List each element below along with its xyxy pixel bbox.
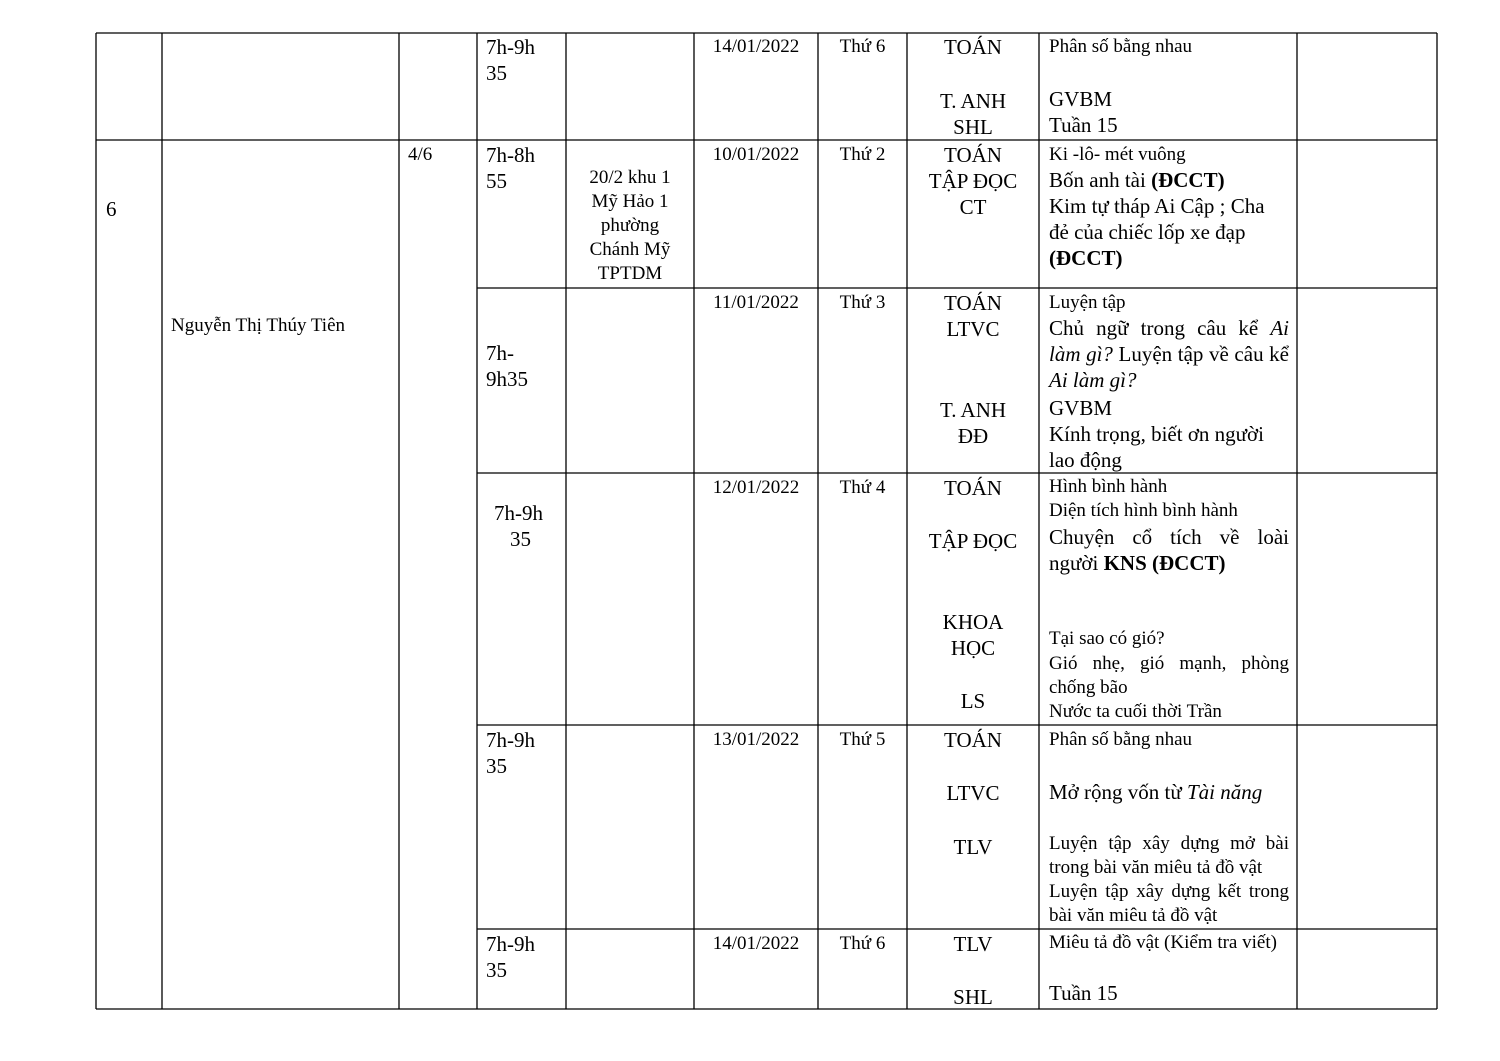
lesson-text: Luyện tập về câu kể <box>1112 342 1289 366</box>
weekday-cell: Thứ 6 <box>839 36 886 57</box>
time-cell-cont: 35 <box>486 61 507 85</box>
lesson: Ki -lô- mét vuông <box>1049 144 1186 165</box>
subject: LTVC <box>946 317 1000 341</box>
lesson: Nước ta cuối thời Trần <box>1049 701 1222 722</box>
time-cell: 7h-9h <box>494 501 543 525</box>
time-cell: 7h-8h <box>486 143 535 167</box>
lesson-italic: Ai làm gì? <box>1049 316 1289 366</box>
lesson-text: Chuyện cổ tích về loài người <box>1049 525 1289 575</box>
subject: TẬP ĐỌC <box>928 529 1018 553</box>
subject: LTVC <box>946 781 1000 805</box>
date-cell: 11/01/2022 <box>713 292 799 313</box>
subject: TLV <box>953 932 993 956</box>
time-cell: 7h-9h <box>486 728 535 752</box>
address-line: Chánh Mỹ <box>589 239 671 260</box>
subject: TLV <box>953 835 993 859</box>
weekday-cell: Thứ 4 <box>839 477 886 498</box>
lesson: Luyện tập xây dựng mở bài trong bài văn miêu tả đồ vật <box>1049 833 1289 878</box>
date-cell: 10/01/2022 <box>712 144 800 165</box>
lesson: Luyện tập xây dựng kết trong bài văn miêu tả đồ vật <box>1049 881 1289 926</box>
date-cell: 14/01/2022 <box>712 933 800 954</box>
lesson-text: Chủ ngữ trong câu kể <box>1049 316 1271 340</box>
lesson: Tuần 15 <box>1049 981 1118 1005</box>
address-line: phường <box>600 215 660 236</box>
weekday-cell: Thứ 2 <box>839 144 886 165</box>
lesson: Phân số bằng nhau <box>1049 729 1193 750</box>
date-cell: 12/01/2022 <box>712 477 800 498</box>
weekday-cell: Thứ 6 <box>839 933 886 954</box>
date-cell: 13/01/2022 <box>712 729 800 750</box>
lesson: Luyện tập <box>1049 292 1126 313</box>
lesson-text: Bốn anh tài <box>1049 168 1152 192</box>
lesson-tag: (ĐCCT) <box>1151 168 1225 192</box>
subject: TOÁN <box>944 143 1002 167</box>
time-cell-cont: 9h35 <box>486 367 528 391</box>
subject: T. ANH <box>939 398 1007 422</box>
lesson-text: Kim tự tháp Ai Cập ; Cha đẻ của chiếc lốp xe đạp <box>1049 194 1265 244</box>
lesson-italic: Ai làm gì? <box>1049 368 1137 392</box>
subject: LS <box>960 689 986 713</box>
stt-cell: 6 <box>106 197 117 221</box>
subject: TOÁN <box>944 35 1002 59</box>
date-cell: 14/01/2022 <box>712 36 800 57</box>
time-cell: 7h-9h <box>486 932 535 956</box>
subject: TẬP ĐỌC <box>928 169 1018 193</box>
address-line: 20/2 khu 1 <box>589 167 671 188</box>
subject: SHL <box>953 115 993 139</box>
time-cell-cont: 35 <box>486 754 507 778</box>
lesson: Diện tích hình bình hành <box>1049 500 1238 521</box>
lesson: Gió nhẹ, gió mạnh, phòng chống bão <box>1049 653 1289 698</box>
lesson: Phân số bằng nhau <box>1049 36 1193 57</box>
teacher-name: Nguyễn Thị Thúy Tiên <box>171 315 346 336</box>
lesson: Kính trọng, biết ơn người lao động <box>1049 422 1264 472</box>
weekday-cell: Thứ 3 <box>839 292 886 313</box>
lesson-text: Mở rộng vốn từ <box>1049 780 1187 804</box>
lesson <box>1049 315 1289 393</box>
lesson: Tại sao có gió? <box>1049 628 1165 649</box>
lesson-tag: (ĐCCT) <box>1049 246 1123 270</box>
lesson <box>1049 779 1262 805</box>
subject: SHL <box>953 985 993 1009</box>
subject: TOÁN <box>944 728 1002 752</box>
lesson: GVBM <box>1049 87 1113 111</box>
weekday-cell: Thứ 5 <box>839 729 886 750</box>
time-cell: 7h- <box>486 341 514 365</box>
address-line: TPTDM <box>597 263 663 284</box>
time-cell: 7h-9h <box>486 35 535 59</box>
subject: HỌC <box>950 636 996 660</box>
subject: ĐĐ <box>957 424 989 448</box>
lesson: Tuần 15 <box>1049 113 1118 137</box>
subject: CT <box>959 195 987 219</box>
lesson: Hình bình hành <box>1049 476 1168 497</box>
lesson: GVBM <box>1049 396 1113 420</box>
subject: TOÁN <box>944 291 1002 315</box>
lesson <box>1049 524 1289 576</box>
lesson: Miêu tả đồ vật (Kiểm tra viết) <box>1049 932 1277 953</box>
subject: TOÁN <box>944 476 1002 500</box>
lesson-italic: Tài năng <box>1187 780 1263 804</box>
class-cell: 4/6 <box>408 144 433 165</box>
lesson <box>1049 167 1225 193</box>
subject: KHOA <box>942 610 1004 634</box>
lesson <box>1049 193 1289 271</box>
time-cell-cont: 35 <box>510 527 531 551</box>
time-cell-cont: 55 <box>486 169 507 193</box>
subject: T. ANH <box>939 89 1007 113</box>
time-cell-cont: 35 <box>486 958 507 982</box>
address-line: Mỹ Hảo 1 <box>591 191 669 212</box>
lesson-tag: KNS (ĐCCT) <box>1103 551 1226 575</box>
